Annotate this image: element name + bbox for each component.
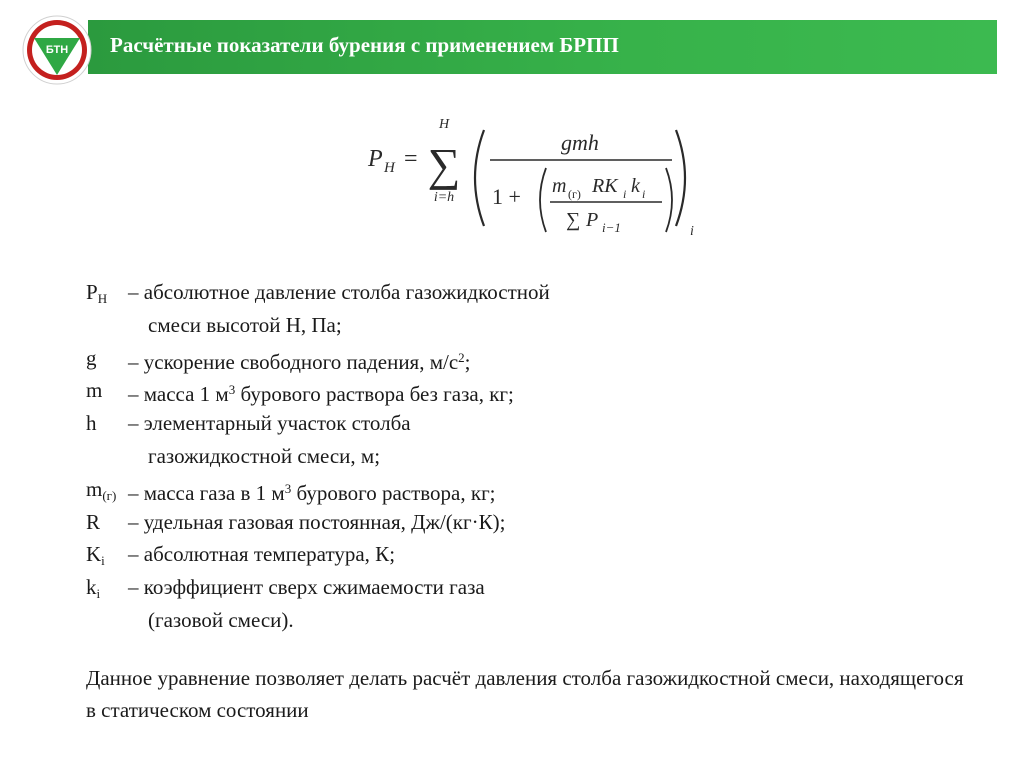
variable-row: [86, 276, 966, 309]
summary-paragraph: Данное уравнение позволяет делать расчёт давления столба газожидкостной смеси, находящегося в статическом состоянии: [86, 666, 964, 722]
variable-subscript: i: [101, 553, 105, 569]
company-logo-icon: [21, 14, 93, 86]
title-bar: [88, 20, 997, 74]
one-plus: 1 +: [492, 184, 521, 209]
logo-lettering: БТН: [45, 44, 69, 56]
formula-lhs-sub: H: [384, 160, 395, 176]
variable-description: – абсолютное давление столба газожидкостной: [128, 280, 550, 304]
variable-description: – коэффициент сверх сжимаемости газа: [128, 575, 485, 600]
variable-definitions: [86, 276, 966, 637]
formula-lhs: P: [368, 146, 383, 172]
variable-subscript: i: [96, 586, 101, 602]
variable-row: [86, 440, 966, 473]
slide-title: Расчётные показатели бурения с применением БРПП: [110, 33, 619, 57]
variable-description: – абсолютная температура, К;: [128, 542, 396, 567]
variable-symbol: $K_i$: [86, 542, 105, 569]
inner-rk: RK: [592, 175, 618, 197]
variable-row: [86, 342, 966, 375]
variable-description: газожидкостной смеси, м;: [148, 443, 381, 468]
variable-row: [86, 374, 966, 407]
sum-sign: ∑: [427, 139, 461, 190]
sum-upper: H: [438, 117, 450, 132]
variable-row: [86, 506, 966, 539]
variable-description: – удельная газовая постоянная, Дж/(кг·К);: [128, 509, 506, 534]
inner-k-sub1: i: [623, 187, 627, 201]
variable-symbol: R: [86, 509, 101, 534]
variable-description: – масса газа в 1 $м^3$ бурового раствора, кг;: [128, 480, 496, 505]
variable-description: – масса 1 $м^3$ бурового раствора без газа, кг;: [128, 382, 514, 407]
variable-subscript: (г): [102, 487, 117, 503]
variable-row: [86, 473, 966, 506]
variable-symbol: $P_Н$: [86, 280, 108, 306]
variable-row: [86, 571, 966, 604]
variable-description: – ускорение свободного падения, $м/с^2$;: [128, 349, 471, 374]
inner-m-sub: (г): [568, 187, 581, 201]
variable-symbol: $k_i$: [86, 575, 101, 602]
outer-sub: i: [690, 224, 694, 239]
variable-row: [86, 407, 966, 440]
inner-den-sum: ∑: [566, 209, 581, 231]
variable-subscript: Н: [97, 291, 108, 306]
numerator: gmh: [561, 130, 599, 155]
pressure-formula: [360, 108, 720, 248]
variable-symbol: g: [86, 345, 97, 370]
inner-k-sub2: i: [642, 187, 646, 201]
formula-eq: =: [404, 146, 418, 172]
inner-m: m: [552, 175, 567, 197]
variable-symbol: m: [86, 378, 103, 403]
variable-symbol: $m_{(г)}$: [86, 476, 117, 503]
inner-den-sub: i−1: [602, 220, 621, 235]
variable-row: [86, 309, 966, 342]
variable-description: (газовой смеси).: [148, 607, 294, 632]
inner-k: k: [631, 175, 640, 197]
inner-den-p: P: [586, 209, 599, 231]
variable-row: [86, 604, 966, 637]
variable-row: [86, 538, 966, 571]
sum-lower: i=h: [433, 190, 455, 205]
variable-description: смеси высотой Н, Па;: [148, 312, 342, 337]
variable-description: – элементарный участок столба: [128, 411, 411, 436]
variable-symbol: h: [86, 411, 97, 436]
